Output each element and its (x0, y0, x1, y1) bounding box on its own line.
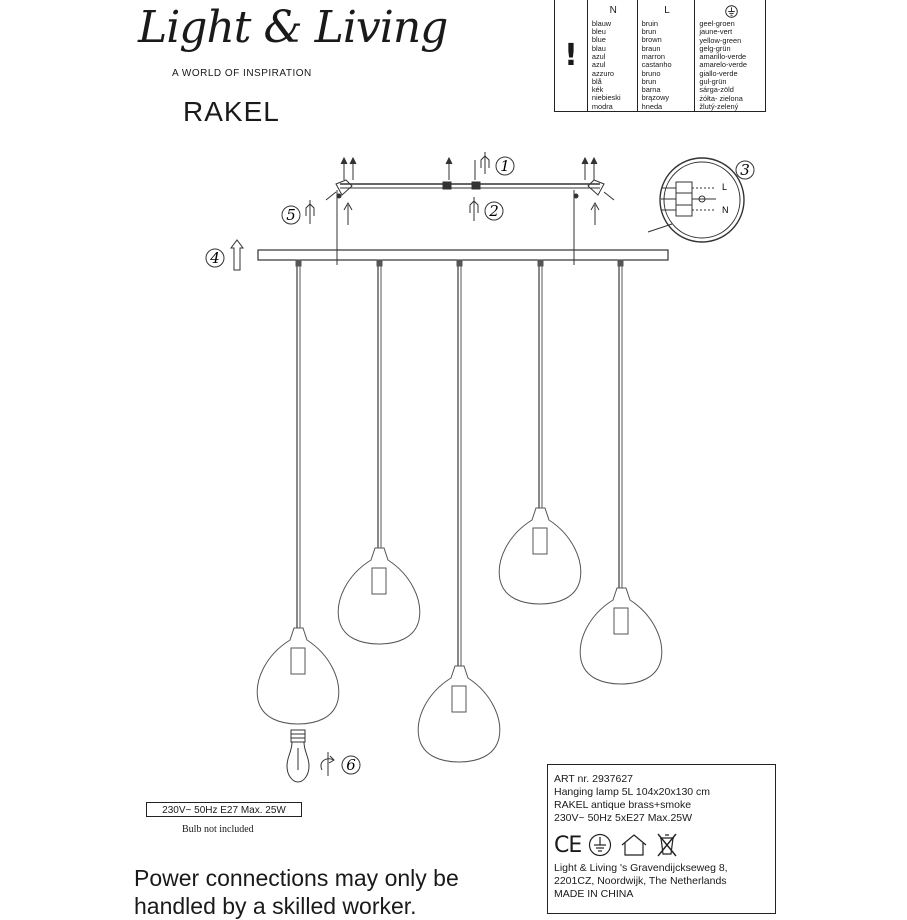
ground-symbol-icon (588, 833, 612, 857)
ceiling-screws (341, 158, 597, 180)
wire-color-item: geel-groen (699, 19, 735, 28)
warning-line: handled by a skilled worker. (134, 893, 417, 919)
address-line: Light & Living 's Gravendijckseweg 8, (554, 862, 728, 874)
wire-color-item: niebieski (591, 93, 621, 103)
wire-color-item: azzuro (591, 68, 615, 78)
wire-color-item: brun (641, 76, 657, 86)
wire-color-item: blauw (591, 18, 612, 28)
wire-color-item: jaune-vert (699, 27, 733, 37)
wire-color-item: blå (591, 76, 602, 86)
light-bulb-icon (287, 730, 309, 782)
connector-label-neutral: N (722, 205, 729, 215)
step-4-label: 4 (210, 249, 220, 267)
wire-column-header: N (609, 5, 617, 16)
bulb-spec-label: 230V~ 50Hz E27 Max. 25W (146, 802, 302, 817)
wire-color-item: gul-grün (699, 77, 727, 87)
wire-color-item: žlutý-zelený (699, 101, 739, 111)
wire-color-item: brown (641, 35, 662, 45)
connector-detail (648, 158, 744, 242)
indoor-house-icon (619, 833, 649, 857)
wire-color-item: brun (641, 27, 657, 37)
weee-bin-icon (656, 832, 678, 858)
electrician-warning (134, 864, 459, 920)
brand-tagline: A WORLD OF INSPIRATION (172, 68, 312, 79)
wire-color-item: castanho (641, 60, 672, 70)
wire-color-item: żółta- zielona (699, 93, 743, 103)
connector-label-live: L (722, 182, 728, 192)
art-description: Hanging lamp 5L 104x20x130 cm (554, 786, 711, 798)
wire-color-item: gelg-grün (699, 43, 731, 53)
pendant-lamp (338, 260, 420, 644)
ce-mark: CE (554, 832, 582, 858)
lift-arrow-icon (231, 240, 243, 270)
wire-color-item: barna (641, 85, 661, 95)
wire-color-item: blue (591, 35, 606, 45)
wire-color-item: azul (591, 60, 606, 70)
pendant-lamp (499, 260, 581, 604)
step-6-label: 6 (346, 756, 356, 774)
pendant-lamp (580, 260, 662, 684)
brand-logo: Light & Living (138, 2, 448, 53)
mounting-bracket (326, 180, 614, 265)
wire-color-item: marron (641, 51, 666, 61)
origin-line: MADE IN CHINA (554, 888, 634, 900)
wire-color-item: giallo-verde (699, 68, 738, 78)
wire-color-item: bleu (591, 27, 606, 37)
wire-color-item: brązowy (641, 93, 670, 103)
step-1-label: 1 (500, 157, 510, 175)
art-number: ART nr. 2937627 (554, 773, 634, 785)
wire-color-item: blau (591, 43, 606, 53)
rotate-arrow-icon (321, 752, 334, 776)
product-name: RAKEL (183, 96, 280, 127)
wire-color-item: bruno (641, 68, 661, 78)
address-line: 2201CZ, Noordwijk, The Netherlands (554, 875, 727, 887)
wire-color-item: amarelo-verde (699, 60, 747, 70)
wire-column-header: L (664, 5, 670, 16)
art-electrical: 230V~ 50Hz 5xE27 Max.25W (554, 812, 693, 824)
article-info-box (547, 764, 776, 914)
step-2-label: 2 (489, 202, 499, 220)
wire-color-item: sárga-zöld (699, 85, 734, 95)
bulb-note: Bulb not included (182, 824, 254, 835)
step-5-label: 5 (286, 206, 296, 224)
pendant-lamp (257, 260, 339, 724)
wire-color-item: braun (641, 43, 661, 53)
warning-line: Power connections may only be (134, 865, 459, 891)
canopy-bar (258, 250, 668, 260)
wire-color-item: bruin (641, 18, 659, 28)
wire-color-item: kék (591, 85, 604, 95)
wire-color-item: amarillo-verde (699, 52, 747, 62)
certification-row (554, 832, 775, 858)
wire-color-item: hneda (641, 101, 663, 111)
pendant-lamp (418, 260, 500, 762)
warning-mark: ! (555, 0, 588, 111)
wire-color-item: azul (591, 51, 606, 61)
wire-color-item: yellow-green (699, 35, 742, 45)
wire-color-item: modra (591, 101, 613, 111)
art-finish: RAKEL antique brass+smoke (554, 799, 692, 811)
step-3-label: 3 (740, 161, 750, 179)
